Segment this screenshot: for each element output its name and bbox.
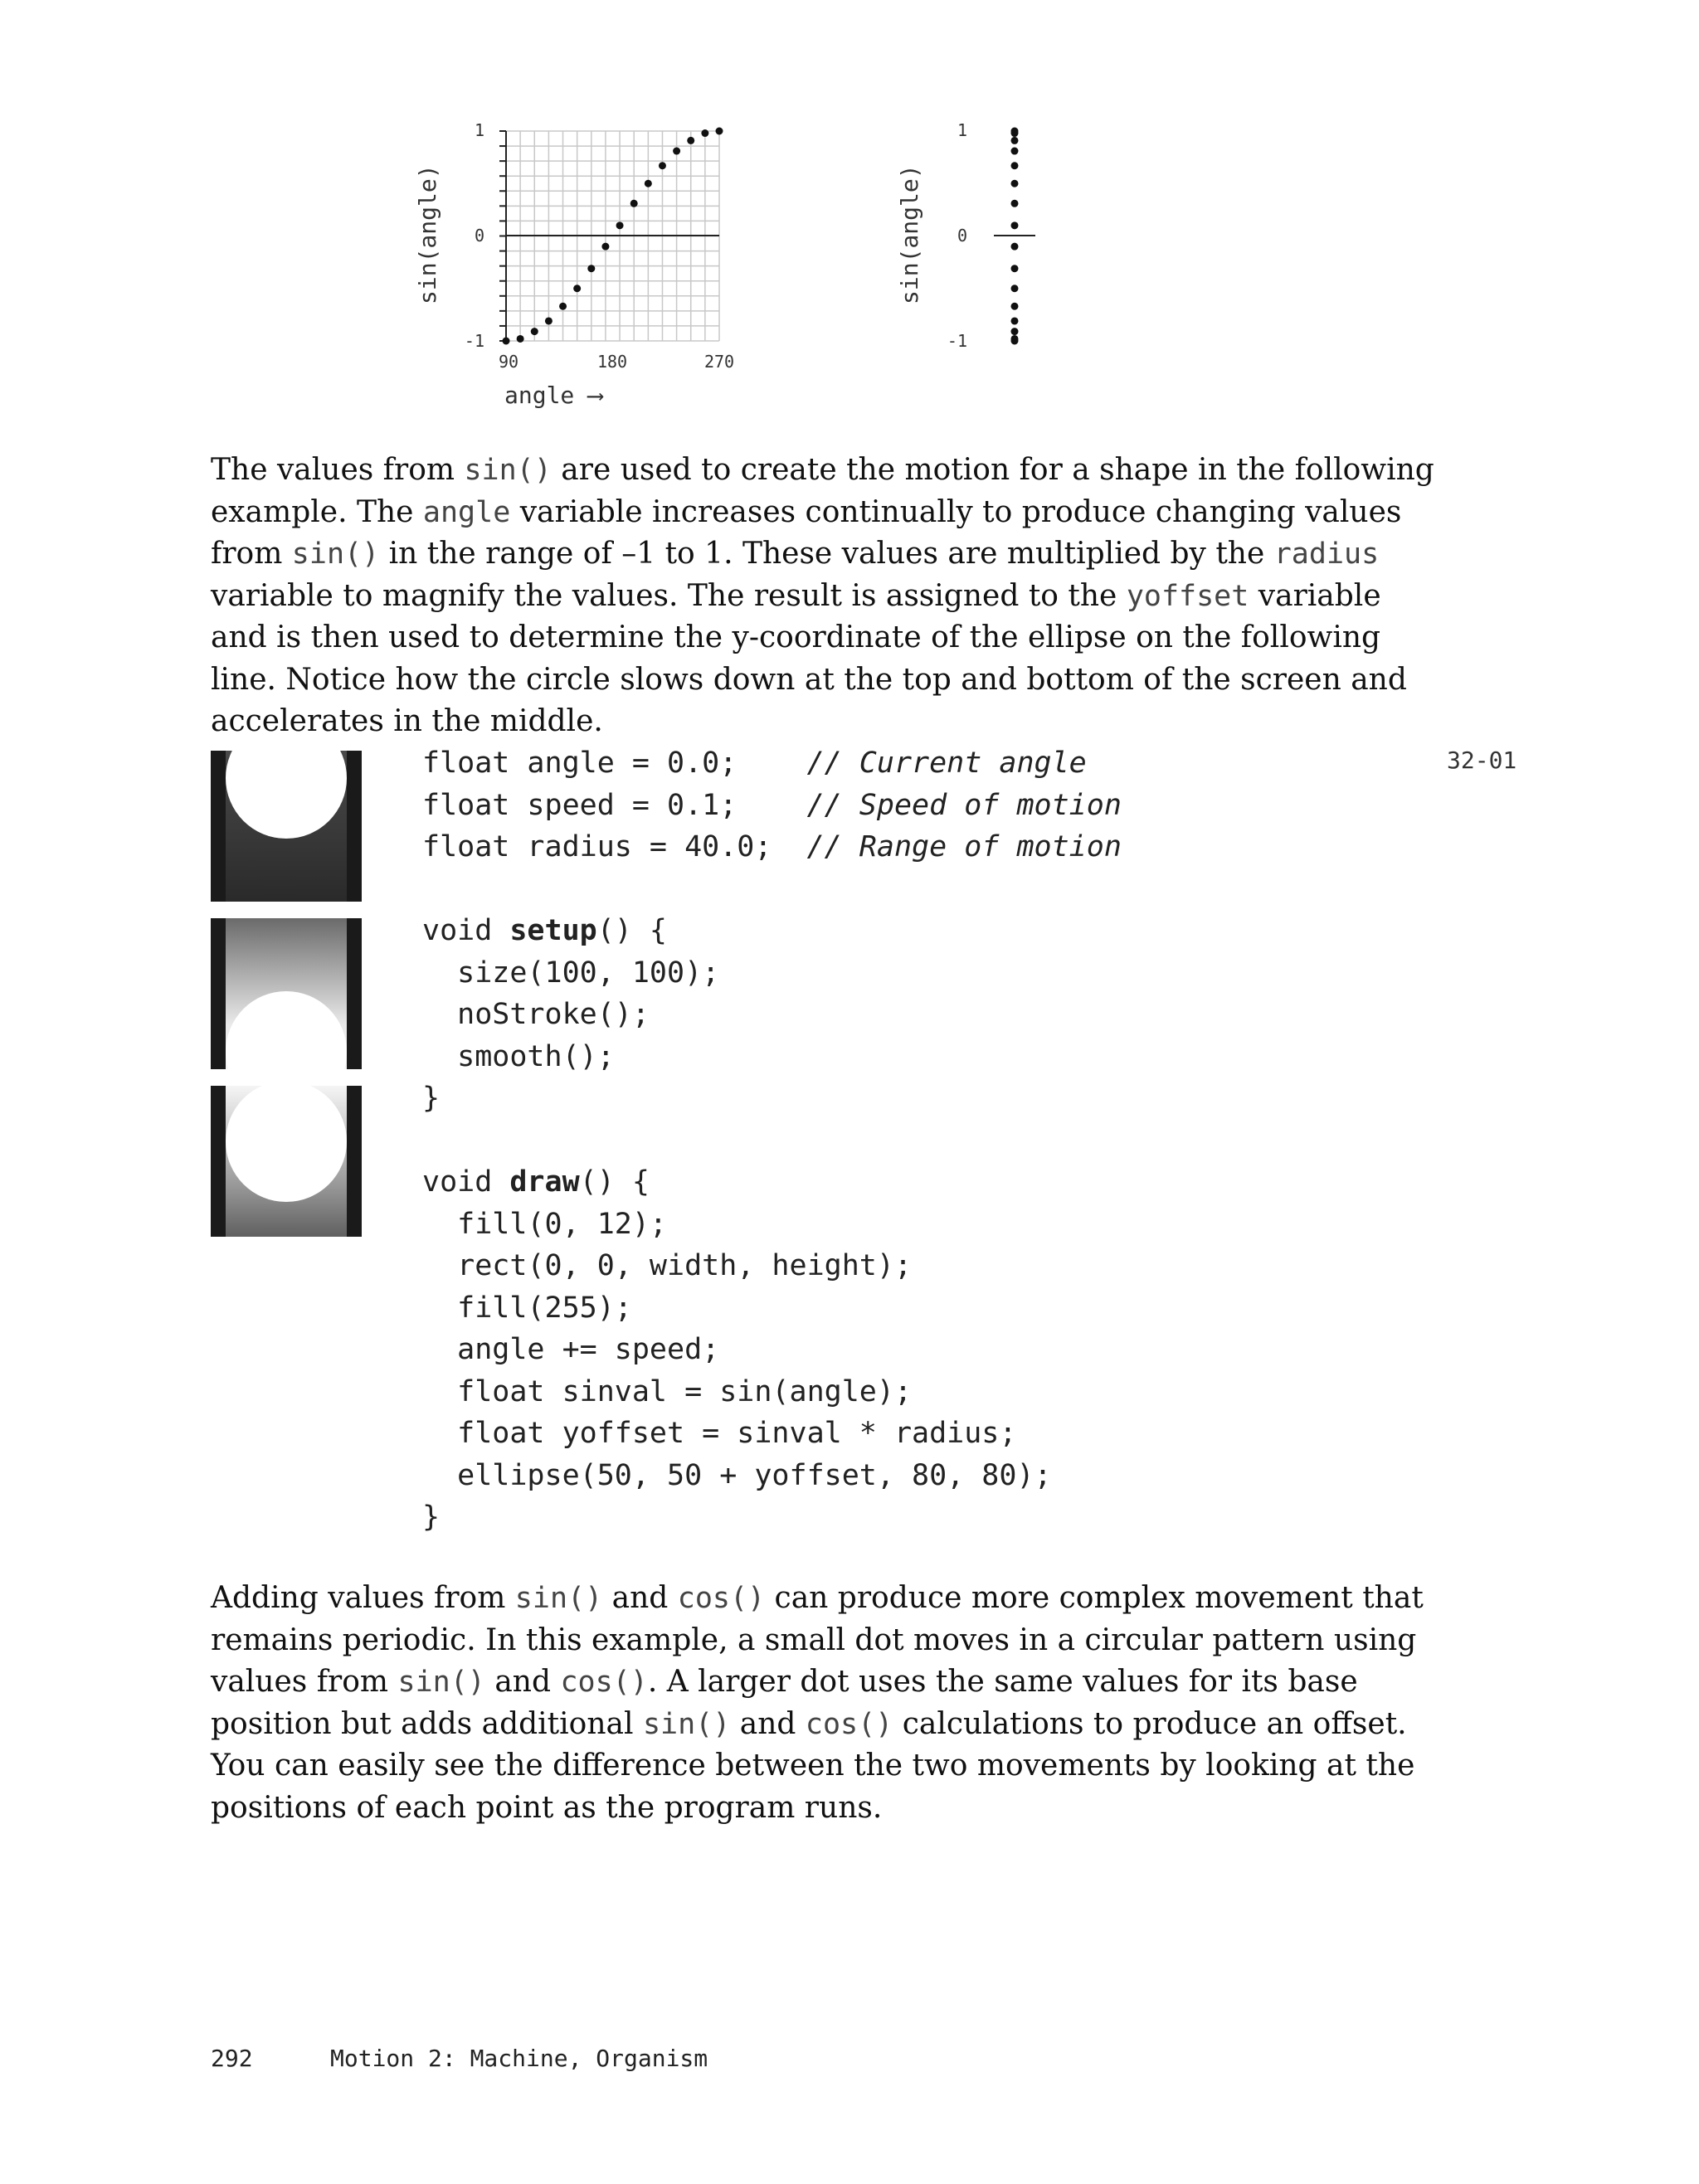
sin-angle-chart [398, 108, 763, 423]
code-text: void [422, 1165, 510, 1199]
paragraph-text: calculations to produce an offset. You can easily see the difference between the two movements by looking at the positions of each point as the program runs. [211, 1706, 1415, 1825]
x-tick-label-90: 90 [498, 352, 519, 372]
code-text: size(100, 100); [422, 956, 720, 990]
code-text: } [422, 1501, 441, 1534]
data-point [1011, 317, 1019, 324]
data-point [573, 285, 581, 292]
code-text: ellipse(50, 50 + yoffset, 80, 80); [422, 1458, 1052, 1492]
x-axis-label: angle ⟶ [504, 382, 603, 409]
code-comment: // Current angle [806, 747, 1087, 780]
data-point [1011, 200, 1019, 207]
inline-code: sin() [642, 1707, 731, 1741]
data-point [616, 221, 624, 229]
data-point [1011, 303, 1019, 310]
code-text: float yoffset = sinval * radius; [422, 1417, 1017, 1450]
code-line [422, 826, 1122, 868]
paragraph-text: and [484, 1665, 561, 1699]
paragraph-text: and [730, 1706, 806, 1741]
code-line [422, 868, 1122, 911]
data-point [1011, 128, 1019, 135]
inline-code: cos() [805, 1707, 893, 1741]
data-point [645, 180, 652, 187]
y-tick-label-bottom: -1 [947, 331, 967, 351]
sketch-frame-ball-middle [211, 918, 362, 1069]
code-line [422, 1120, 1122, 1162]
data-point [1011, 221, 1019, 229]
code-line [422, 785, 1122, 827]
code-listing [422, 742, 1122, 1539]
code-line [422, 1161, 1122, 1204]
data-point [503, 338, 510, 345]
data-point [587, 265, 595, 272]
listing-number: 32-01 [1447, 747, 1517, 774]
data-point [1011, 243, 1019, 251]
y-tick-label-middle: 0 [957, 226, 967, 246]
data-point [559, 303, 567, 310]
code-text: smooth(); [422, 1039, 615, 1073]
x-tick-label-270: 270 [703, 352, 735, 372]
paragraph-text: in the range of –1 to 1. These values are multiplied by the [379, 537, 1274, 571]
data-point [601, 243, 609, 251]
code-line [422, 1036, 1122, 1078]
data-point [1011, 162, 1019, 169]
paragraph-text: variable to magnify the values. The result is assigned to the [211, 578, 1127, 613]
code-keyword: draw [509, 1165, 580, 1199]
paragraph-text: . A larger dot uses the same values for its base position but adds additional [211, 1665, 1358, 1741]
code-line [422, 994, 1122, 1036]
inline-code: cos() [677, 1582, 766, 1615]
data-point [1011, 328, 1019, 335]
code-text: float sinval = sin(angle); [422, 1374, 913, 1408]
sketch-frame-ball-bottom [211, 1086, 362, 1237]
paragraph-text: and [602, 1581, 678, 1615]
data-point [701, 129, 708, 137]
code-text: () { [579, 1165, 650, 1199]
inline-code: angle [422, 495, 511, 529]
body-paragraph-intro [211, 450, 1439, 743]
code-text: () { [596, 914, 668, 947]
code-text: } [422, 1082, 441, 1115]
code-line [422, 742, 1122, 785]
data-point [1011, 137, 1019, 144]
y-axis-ticks [499, 131, 506, 341]
data-point [1011, 148, 1019, 155]
code-line [422, 1413, 1122, 1455]
code-text: fill(255); [422, 1291, 632, 1325]
code-line [422, 1204, 1122, 1246]
inline-code: sin() [291, 537, 380, 571]
code-text: void [422, 914, 510, 947]
paragraph-text: The values from [211, 453, 465, 487]
data-point [687, 137, 694, 144]
code-comment: // Range of motion [806, 830, 1122, 863]
inline-code: sin() [464, 454, 552, 487]
code-line [422, 952, 1122, 995]
code-text: noStroke(); [422, 998, 650, 1031]
paragraph-text: are used to create the motion for a shape in the following example. The [211, 453, 1434, 529]
code-text: fill(0, 12); [422, 1207, 668, 1241]
inline-code: cos() [560, 1666, 648, 1699]
x-tick-label-180: 180 [596, 352, 628, 372]
data-point [673, 148, 680, 155]
y-tick-label-bottom: -1 [464, 331, 484, 351]
code-line [422, 1077, 1122, 1120]
code-text: rect(0, 0, width, height); [422, 1249, 913, 1282]
code-line [422, 1245, 1122, 1287]
paragraph-text: Adding values from [211, 1581, 515, 1615]
paragraph-text: can produce more complex movement that remains periodic. In this example, a small dot moves in a circular pattern using values from [211, 1581, 1424, 1699]
code-line [422, 1455, 1122, 1497]
code-line [422, 910, 1122, 952]
paragraph-text: variable increases continually to produce changing values from [211, 494, 1402, 571]
inline-code: sin() [514, 1582, 603, 1615]
code-line [422, 1496, 1122, 1539]
code-text: float angle = 0.0; [422, 747, 807, 780]
inline-code: yoffset [1126, 579, 1249, 613]
code-line [422, 1329, 1122, 1371]
page-number: 292 [211, 2045, 253, 2072]
data-point [1011, 180, 1019, 187]
data-point [1011, 335, 1019, 343]
y-axis-label: sin(angle) [414, 164, 441, 304]
sketch-frame-ball-top [211, 751, 362, 902]
data-point [630, 200, 638, 207]
y-axis-label: sin(angle) [896, 164, 923, 304]
inline-code: sin() [397, 1666, 485, 1699]
data-point [531, 328, 538, 335]
code-line [422, 1371, 1122, 1413]
code-text: float radius = 40.0; [422, 830, 807, 863]
data-point [659, 162, 666, 169]
code-text: float speed = 0.1; [422, 788, 807, 822]
data-point [1011, 285, 1019, 292]
y-tick-label-middle: 0 [474, 226, 484, 246]
data-point [517, 335, 524, 343]
sin-values-column-chart [888, 108, 1087, 357]
data-point [1011, 265, 1019, 272]
y-tick-label-top: 1 [957, 120, 967, 140]
inline-code: radius [1273, 537, 1380, 571]
code-text: angle += speed; [422, 1333, 720, 1366]
y-tick-label-top: 1 [474, 120, 484, 140]
data-point [545, 317, 553, 324]
running-footer-title: Motion 2: Machine, Organism [330, 2045, 708, 2072]
code-comment: // Speed of motion [806, 788, 1122, 822]
paragraph-text: variable and is then used to determine the y-coordinate of the ellipse on the following line. Notice how the circle slows down at the top and bottom of the screen and accelerates in the middle. [211, 578, 1407, 738]
data-point [716, 128, 723, 135]
code-line [422, 1287, 1122, 1330]
sketch-ball [226, 1086, 347, 1202]
code-keyword: setup [509, 914, 597, 947]
body-paragraph-sin-cos [211, 1578, 1439, 1829]
